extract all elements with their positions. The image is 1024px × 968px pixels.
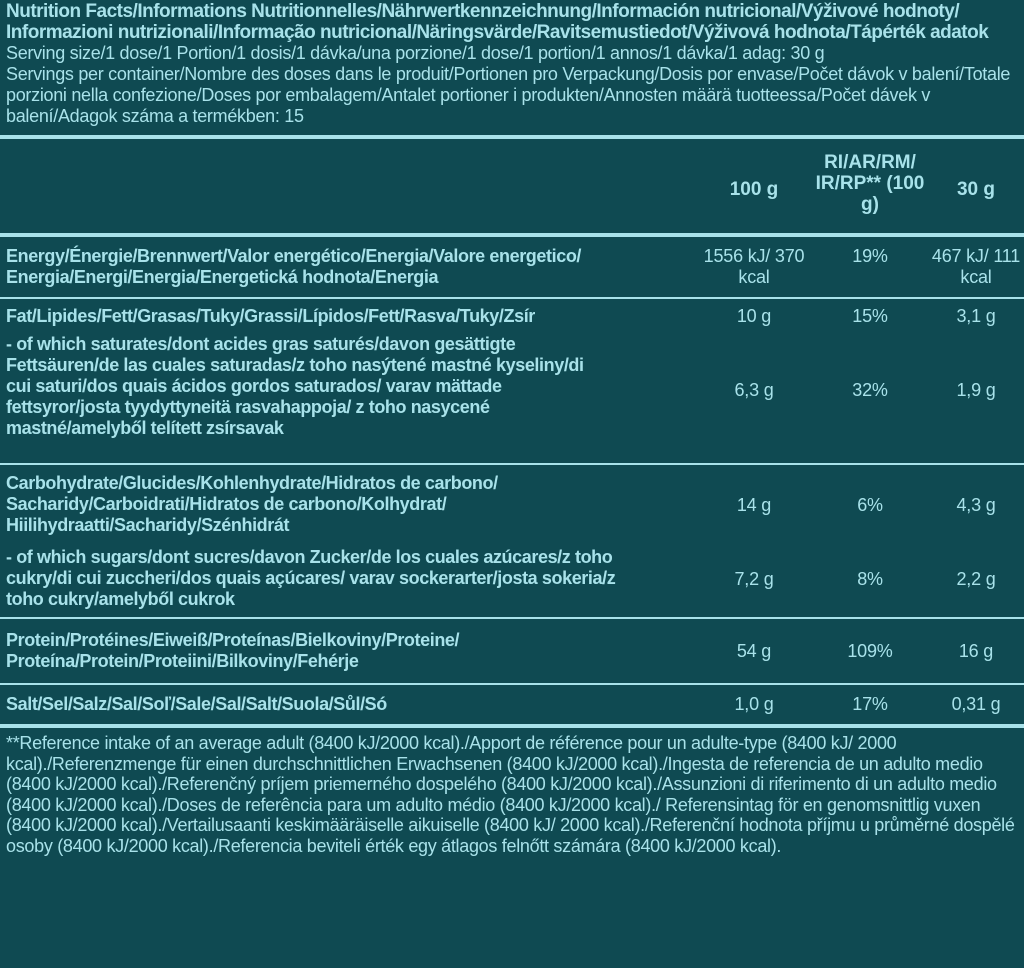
column-header-100g: 100 g bbox=[729, 179, 779, 200]
value-30g: 0,31 g bbox=[951, 694, 1001, 714]
value-ri: 32% bbox=[852, 380, 888, 400]
row-label: Salt/Sel/Salz/Sal/Soľ/Sale/Sal/Salt/Suola/Sůl/Só bbox=[6, 694, 387, 714]
servings-per-container: Servings per container/Nombre des doses dans le produit/Portionen pro Verpackung/Dosis por envase/Počet dávok v balení/Totale porzioni nella confezione/Doses por embalagem/Antalet portioner i produkten/Annosten määrä tuotteessa/Počet dávek v balení/Adagok száma a termékben: 15 bbox=[6, 64, 1011, 126]
value-100g: 6,3 g bbox=[734, 380, 774, 400]
value-100g: 1556 kJ/ 370 kcal bbox=[703, 246, 805, 287]
value-30g: 4,3 g bbox=[956, 495, 996, 515]
value-ri: 6% bbox=[857, 495, 883, 515]
value-30g: 1,9 g bbox=[956, 380, 996, 400]
panel-header bbox=[6, 0, 1018, 135]
value-100g: 10 g bbox=[736, 306, 772, 326]
value-ri: 19% bbox=[852, 246, 888, 266]
value-100g: 1,0 g bbox=[734, 694, 774, 714]
value-ri: 17% bbox=[852, 694, 888, 714]
table-row-energy bbox=[6, 237, 1021, 297]
value-30g: 467 kJ/ 111 kcal bbox=[931, 246, 1021, 287]
value-30g: 2,2 g bbox=[956, 569, 996, 589]
column-header-30g: 30 g bbox=[956, 179, 996, 200]
footnote: **Reference intake of an average adult (8400 kJ/2000 kcal)./Apport de référence pour un adulte-type (8400 kJ/ 2000 kcal)./Referenzmenge für einen durchschnittlichen Erwachsenen (8400 kJ/2000 kcal)./Ingesta de referencia de un adulto medio (8400 kJ/2000 kcal)./Referenčný príjem priemerného dospelého (8400 kJ/2000 kcal)./Assunzioni di riferimento di un adulto medio (8400 kJ/2000 kcal)./Doses de referência para um adulto médio (8400 kJ/2000 kcal)./ Referensintag för en genomsnittlig vuxen (8400 kJ/2000 kcal)./Vertailusaanti keskimääräiselle aikuiselle (8400 kJ/ 2000 kcal)./Referenční hodnota příjmu u průměrné dospělé osoby (8400 kJ/2000 kcal)./Referencia beviteli érték egy átlagos felnőtt számára (8400 kJ/2000 kcal). bbox=[6, 733, 1015, 856]
row-label: Energy/Énergie/Brennwert/Valor energético/Energia/Valore energetico/ Energia/Energi/Energia/Energetická hodnota/Energia bbox=[6, 246, 582, 287]
table-row-carbohydrate bbox=[6, 465, 1018, 617]
value-ri: 109% bbox=[847, 641, 893, 661]
table-row-fat bbox=[6, 299, 1018, 463]
table-row-protein bbox=[6, 619, 1018, 683]
column-headers bbox=[6, 139, 1018, 233]
row-label-sub: - of which sugars/dont sucres/davon Zucker/de los cuales azúcares/z toho cukry/di cui zuccheri/dos quais açúcares/ varav sockerarter/josta sokeria/z toho cukry/amelyből cukrok bbox=[6, 547, 616, 609]
table-row-salt bbox=[6, 685, 1018, 724]
value-100g: 14 g bbox=[736, 495, 772, 515]
row-label: Protein/Protéines/Eiweiß/Proteínas/Bielkoviny/Proteine/ Proteína/Protein/Proteiini/Bilkoviny/Fehérje bbox=[6, 630, 460, 671]
row-label: Fat/Lipides/Fett/Grasas/Tuky/Grassi/Lípidos/Fett/Rasva/Tuky/Zsír bbox=[6, 306, 535, 326]
row-label: Carbohydrate/Glucides/Kohlenhydrate/Hidratos de carbono/ Sacharidy/Carboidrati/Hidratos de carbono/Kolhydrat/ Hiilihydraatti/Sacharidy/Szénhidrát bbox=[6, 473, 498, 535]
panel-title: Nutrition Facts/Informations Nutritionnelles/Nährwertkennzeichnung/Información nutricional/Výživové hodnoty/ Informazioni nutrizionali/Informação nutricional/Näringsvärde/Ravitsemustiedot/Výživová hodnota/Tápérték adatok bbox=[6, 1, 989, 43]
row-label-sub: - of which saturates/dont acides gras saturés/davon gesättigte Fettsäuren/de las cuales saturadas/z toho nasýtené mastné kyseliny/di cui saturi/dos quais ácidos gordos saturados/ varav mättade fettsyror/josta tyydyttyneitä rasvahappoja/ z toho nasycené mastné/amelyből telített zsírsavak bbox=[6, 334, 584, 438]
value-100g: 54 g bbox=[736, 641, 772, 661]
value-30g: 16 g bbox=[958, 641, 994, 661]
value-30g: 3,1 g bbox=[956, 306, 996, 326]
column-header-ri: RI/AR/RM/ IR/RP** (100 g) bbox=[815, 152, 925, 215]
value-ri: 8% bbox=[857, 569, 883, 589]
value-ri: 15% bbox=[852, 306, 888, 326]
serving-size: Serving size/1 dose/1 Portion/1 dosis/1 dávka/una porzione/1 dose/1 portion/1 annos/1 dávka/1 adag: 30 g bbox=[6, 43, 825, 63]
value-100g: 7,2 g bbox=[734, 569, 774, 589]
